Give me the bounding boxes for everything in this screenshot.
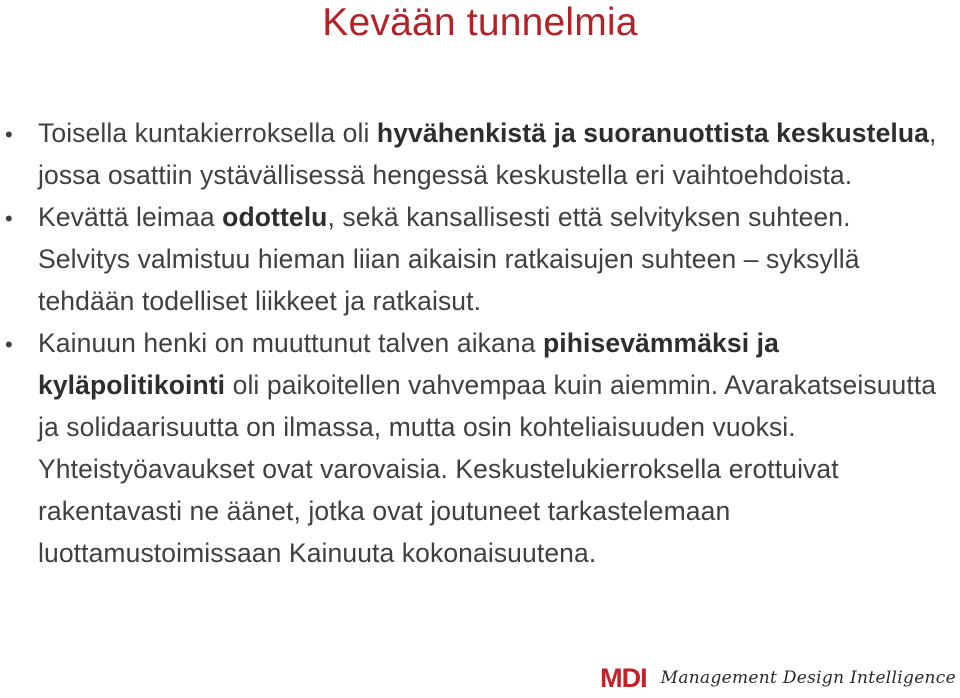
logo-mark: MDI bbox=[600, 662, 647, 693]
bullet-text-segment: Kevättä leimaa bbox=[38, 202, 223, 232]
bullet-list bbox=[0, 112, 945, 574]
bullet-item bbox=[0, 112, 945, 196]
logo-tagline: Management Design Intelligence bbox=[660, 668, 956, 688]
bullet-text-segment: oli paikoitellen vahvempaa kuin aiemmin. Avarakatseisuutta ja solidaarisuutta on ilmassa, mutta osin kohteliaisuuden vuoksi. Yhteistyöavaukset ovat varovaisia. Keskustelukierroksella erottuivat rakentavasti ne äänet, jotka ovat joutuneet tarkastelemaan luottamustoimissaan Kainuuta kokonaisuutena. bbox=[38, 370, 937, 568]
bullet-text-segment: , jossa osattiin ystävällisessä hengessä keskustella eri vaihtoehdoista. bbox=[38, 118, 937, 190]
bullet-text-bold: pihisevämmäksi ja kyläpolitikointi bbox=[38, 328, 779, 400]
bullet-icon: • bbox=[5, 332, 13, 357]
bullet-text-segment: Toisella kuntakierroksella oli bbox=[38, 118, 377, 148]
bullet-text-bold: odottelu bbox=[222, 202, 328, 232]
bullet-text-bold: hyvähenkistä ja suoranuottista keskustelua bbox=[376, 118, 929, 148]
bullet-icon: • bbox=[5, 206, 13, 231]
bullet-text-segment: , sekä kansallisesti että selvityksen suhteen. Selvitys valmistuu hieman liian aikaisin ratkaisujen suhteen – syksyllä tehdään todelliset liikkeet ja ratkaisut. bbox=[38, 202, 860, 316]
mdi-logo bbox=[600, 658, 956, 698]
bullet-item bbox=[0, 322, 945, 574]
bullet-icon: • bbox=[5, 122, 13, 147]
bullet-item bbox=[0, 196, 945, 322]
slide-title: Kevään tunnelmia bbox=[322, 1, 638, 44]
bullet-text-segment: Kainuun henki on muuttunut talven aikana bbox=[38, 328, 544, 358]
